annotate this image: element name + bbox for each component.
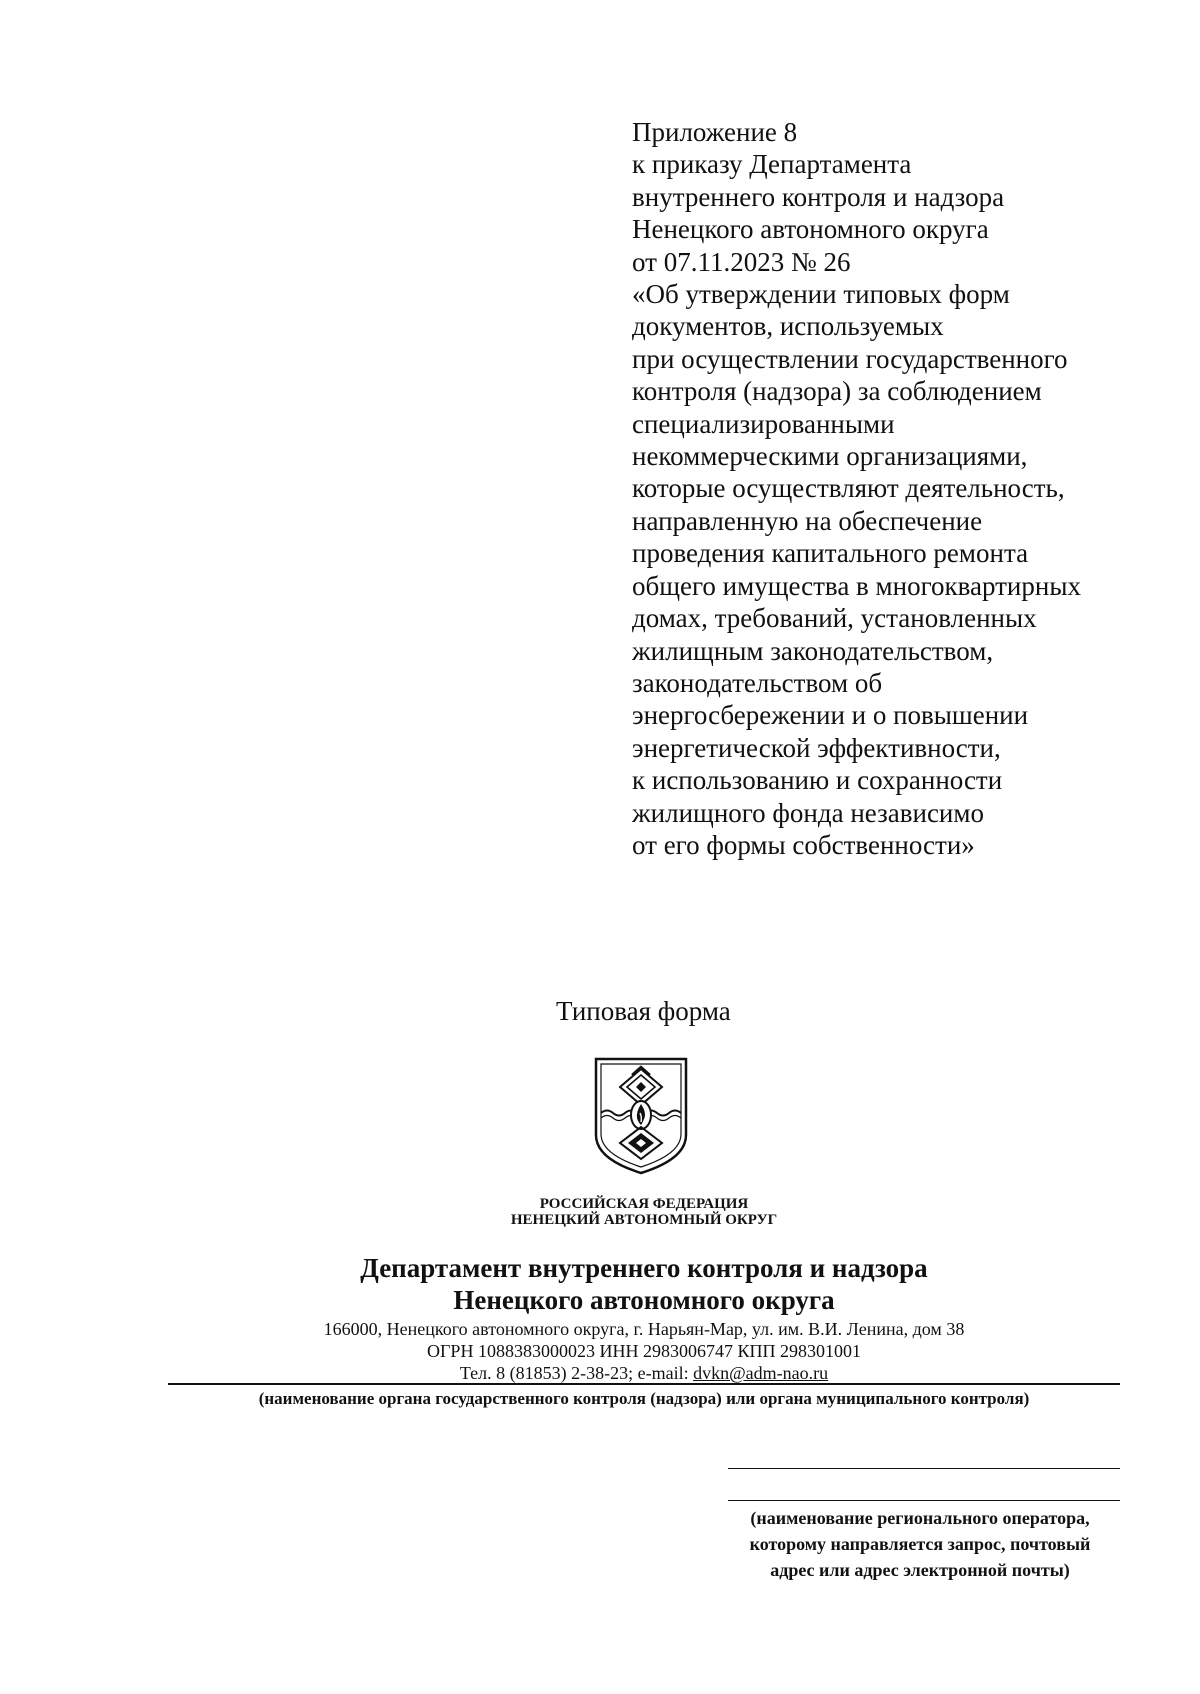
phone-text: Тел. 8 (81853) 2-38-23; e-mail: (459, 1363, 694, 1383)
annex-line: которые осуществляют деятельность, (632, 473, 1065, 504)
email-link[interactable]: dvkn@adm-nao.ru (693, 1363, 829, 1383)
form-type-label: Типовая форма (556, 996, 731, 1026)
department-title-line1: Департамент внутреннего контроля и надзора (360, 1253, 928, 1283)
address-line: 166000, Ненецкого автономного округа, г. Нарьян-Мар, ул. им. В.И. Ленина, дом 38 (323, 1319, 965, 1339)
annex-line: законодательством об (632, 667, 883, 698)
recipient-caption-line: которому направляется запрос, почтовый (749, 1534, 1091, 1554)
coat-of-arms-icon (592, 1055, 690, 1177)
annex-line: при осуществлении государственного (632, 343, 1068, 374)
annex-line: специализированными (632, 408, 895, 439)
annex-line: к приказу Департамента (632, 149, 912, 180)
department-title-line2: Ненецкого автономного округа (453, 1285, 835, 1315)
department-contacts (0, 1318, 1200, 1384)
annex-line: Приложение 8 (632, 117, 798, 147)
annex-line: направленную на обеспечение (632, 505, 983, 536)
annex-line: к использованию и сохранности (632, 765, 1003, 796)
annex-line: некоммерческими организациями, (632, 441, 1028, 472)
recipient-caption-line: (наименование регионального оператора, (750, 1508, 1090, 1528)
country-header (0, 1196, 1200, 1228)
annex-line: энергосбережении и о повышении (632, 700, 1029, 731)
region-name: НЕНЕЦКИЙ АВТОНОМНЫЙ ОКРУГ (510, 1212, 778, 1228)
annex-line: общего имущества в многоквартирных (632, 570, 1081, 601)
annex-line: жилищного фонда независимо (632, 797, 984, 828)
annex-line: внутреннего контроля и надзора (632, 181, 1005, 212)
annex-block (632, 116, 1152, 861)
annex-line: от 07.11.2023 № 26 (632, 246, 851, 277)
header-divider (168, 1383, 1120, 1385)
department-title (0, 1252, 1200, 1316)
phone-email-line (0, 1362, 1200, 1384)
org-name-caption: (наименование органа государственного контроля (надзора) или органа муниципального контроля) (258, 1389, 1030, 1408)
annex-line: домах, требований, установленных (632, 603, 1037, 634)
country-name: РОССИЙСКАЯ ФЕДЕРАЦИЯ (539, 1196, 749, 1212)
annex-line: «Об утверждении типовых форм (632, 279, 1010, 310)
recipient-caption (725, 1505, 1115, 1583)
recipient-line-1 (728, 1468, 1120, 1469)
registry-line: ОГРН 1088383000023 ИНН 2983006747 КПП 298301001 (427, 1341, 861, 1361)
annex-line: энергетической эффективности, (632, 732, 1001, 763)
annex-line: жилищным законодательством, (632, 635, 994, 666)
annex-line: от его формы собственности» (632, 829, 975, 860)
annex-line: Ненецкого автономного округа (632, 214, 989, 245)
annex-line: проведения капитального ремонта (632, 538, 1029, 569)
recipient-line-2 (728, 1500, 1120, 1501)
annex-line: контроля (надзора) за соблюдением (632, 376, 1042, 407)
annex-line: документов, используемых (632, 311, 944, 342)
recipient-caption-line: адрес или адрес электронной почты) (770, 1560, 1070, 1580)
